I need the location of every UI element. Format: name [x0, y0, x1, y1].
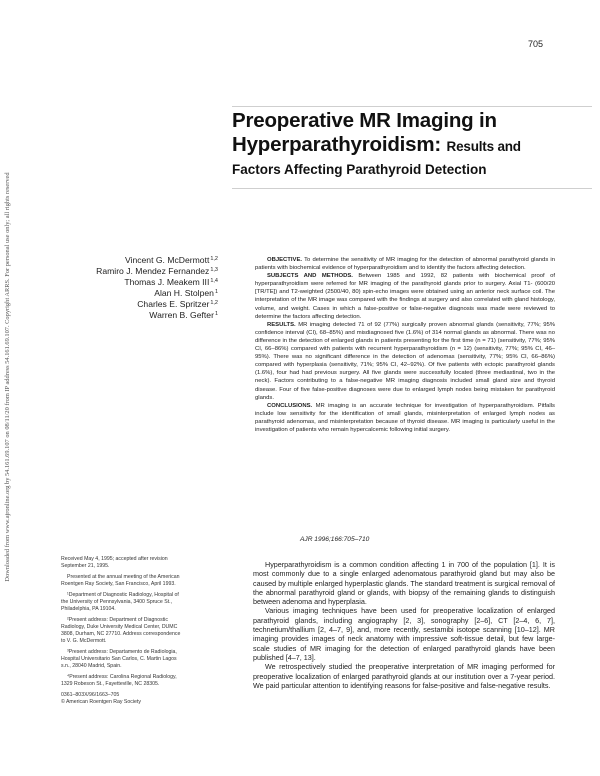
abstract-heading: OBJECTIVE.: [267, 257, 303, 263]
author: [149, 309, 218, 321]
article-title: [232, 106, 592, 181]
abstract-heading: CONCLUSIONS.: [267, 402, 313, 409]
footnote: ²Present address: Department of Diagnostic Radiology, Duke University Medical Center, DUMC 3808, Durham, NC 27710. Address correspondence to V. G. McDermott.: [61, 617, 181, 644]
abstract-text: MR imaging is an accurate technique for investigation of hyperparathyroidism. Pitfalls include low sensitivity for the identification of small glands, misinterpretation of enlarged lymph nodes as parathyroid adenomas, and misinterpretation because of thyroid disease. MR imaging is particularly useful in the investigation of patients who remain hypercalcemic following initial surgery.: [255, 402, 555, 433]
title-divider: [232, 188, 592, 189]
author-affiliation-mark: 1,4: [210, 278, 218, 284]
abstract-results: [255, 321, 555, 402]
footnotes: [61, 556, 183, 706]
abstract-text: To determine the sensitivity of MR imaging for the detection of abnormal parathyroid glands in patients with biochemical evidence of hyperparathyroidism and to identify the factors affecting detection.: [255, 257, 556, 272]
footnote: ⁴Present address: Carolina Regional Radiology, 1329 Robeson St., Fayetteville, NC 28305.: [61, 674, 177, 687]
author-name: Vincent G. McDermott: [124, 255, 210, 265]
footnote-copyright: © American Roentgen Ray Society: [61, 699, 141, 705]
footnote-issn: 0361–803X/96/1663–705: [61, 692, 120, 698]
author-name: Ramiro J. Mendez Fernandez: [96, 266, 210, 276]
abstract-heading: RESULTS.: [267, 321, 296, 328]
footnote: Presented at the annual meeting of the American Roentgen Ray Society, San Francisco, April 1993.: [61, 574, 180, 587]
title-line-3: Factors Affecting Parathyroid Detection: [232, 162, 487, 177]
author-affiliation-mark: 1: [214, 311, 218, 317]
author-name: Warren B. Gefter: [149, 310, 214, 320]
title-line-1: Preoperative MR Imaging in: [232, 109, 497, 132]
author-affiliation-mark: 1,3: [210, 267, 218, 273]
body-paragraph: We retrospectively studied the preoperative interpretation of MR imaging performed for preoperative localization of enlarged parathyroid glands at our institution over a 7-year period. We paid particular attention to identifying reasons for false-positive and false-negative results.: [253, 662, 555, 690]
abstract-methods: [255, 272, 555, 321]
author-affiliation-mark: 1,2: [210, 256, 218, 262]
abstract-conclusions: [255, 402, 555, 434]
footnote: ³Present address: Departamento de Radiologia, Hospital Universitario San Carlos, C. Martin Lagos s.n., 28040 Madrid, Spain.: [61, 649, 177, 669]
author-name: Thomas J. Meakem III: [124, 277, 210, 287]
side-watermark: Downloaded from www.ajronline.org by 54.161.69.107 on 08/11/20 from IP address 54.161.69.107. Copyright ARRS. For personal use only; all rights reserved: [4, 172, 11, 582]
abstract-heading: SUBJECTS AND METHODS.: [267, 273, 353, 280]
author-affiliation-mark: 1,2: [210, 300, 218, 306]
title-line-2: [232, 133, 592, 159]
journal-citation: AJR 1996;166:705–710: [300, 536, 370, 543]
body-text: [253, 560, 555, 690]
abstract-text: Between 1985 and 1992, 82 patients with biochemical proof of hyperparathyroidism were referred for MR imaging of the parathyroid glands prior to surgery. Axial T1- (600/20 [TR/TE]) and T2-weighted (2500/40, 80) spin-echo images were obtained using an anterior neck surface coil. The interpretation of the MR image was compared with the findings at surgery and also correlated with gland histology, volume, and weight. Cases in which a false-positive or false-negative diagnosis was made were reviewed to determine the factors affecting detection.: [255, 273, 555, 320]
page-number: 705: [527, 39, 543, 49]
body-paragraph: Hyperparathyroidism is a common condition affecting 1 in 700 of the population [1]. It is most commonly due to a single enlarged adenomatous parathyroid gland but may also be caused by multiple enlarged hyperplastic glands. The standard treatment is surgical removal of the abnormal parathyroid gland or glands, with biopsy of the remaining glands to distinguish between adenoma and hyperplasia.: [253, 560, 555, 607]
abstract-objective: [255, 256, 555, 272]
footnote: ¹Department of Diagnostic Radiology, Hospital of the University of Pennsylvania, 3400 Spruce St., Philadelphia, PA 19104.: [61, 592, 179, 612]
title-line-2-sub: Results and: [446, 139, 521, 154]
author-affiliation-mark: 1: [214, 289, 218, 295]
title-line-2-main: Hyperparathyroidism:: [232, 133, 442, 156]
body-paragraph: Various imaging techniques have been used for preoperative localization of enlarged parathyroid glands, including angiography [2, 3], sonography [2–6], CT [2–4, 6, 7], technetium/thallium [2, 4–7, 9], and, more recently, sestamibi isotope scanning [10–12]. MR imaging provides images of neck anatomy with impressive soft-tissue detail, but few large-scale studies of MR imaging for the detection of enlarged parathyroid glands have been published [4–7, 13].: [253, 606, 555, 662]
abstract: [255, 256, 555, 434]
footnote: Received May 4, 1995; accepted after revision September 21, 1995.: [61, 556, 168, 569]
abstract-text: MR imaging detected 71 of 92 (77%) surgically proven abnormal glands (sensitivity, 77%; 95% confidence interval (CI), 68–85%) and misdiagnosed five (1.6%) of 314 normal glands as abnormal. There was no difference in the detection of enlarged glands in patients presenting for the first time (n = 71) (sensitivity, 77%; 95% CI, 66–86%) compared with patients with recurrent hyperparathyroidism (n = 12) (sensitivity, 77%; 95% CI, 46–95%). There was no significant difference in the detection of adenomas (sensitivity, 77%; 95% CI, 66–86%) compared with hyperplasia (sensitivity, 71%; 95% CI, 42–92%). Of five patients with ectopic parathyroid glands (1.6%), four had had previous surgery. All five glands were successfully located (three mediastinal, two in the neck). Factors contributing to a false-negative MR imaging diagnosis included small gland size and thyroid disease. Four of five false-positive diagnoses were due to enlarged lymph nodes being mistaken for parathyroid glands.: [255, 321, 555, 401]
author-name: Alan H. Stolpen: [154, 288, 214, 298]
author-name: Charles E. Spritzer: [137, 299, 210, 309]
